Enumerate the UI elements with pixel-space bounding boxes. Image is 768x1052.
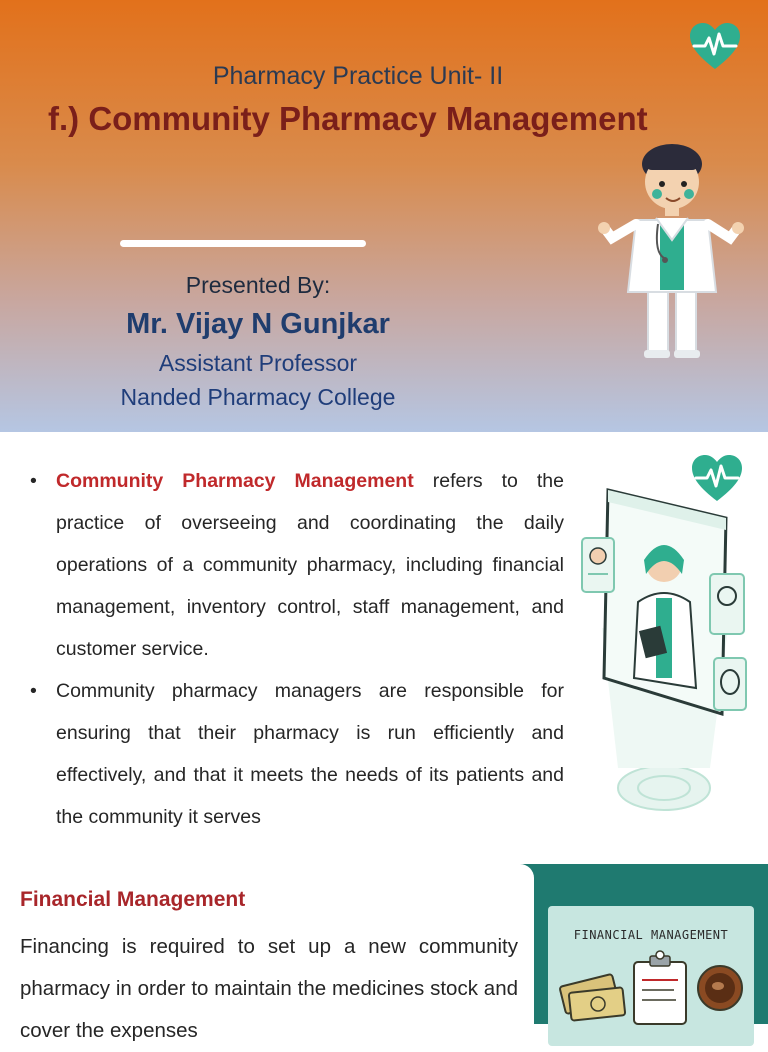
title-slide [0,0,768,432]
presenter-college: Nanded Pharmacy College [120,384,396,410]
definition-slide [0,432,768,864]
bullet-list [26,460,564,838]
bullet-marker: • [30,470,37,492]
presented-by-label: Presented By: [185,272,331,298]
content-card [0,864,534,1042]
heartbeat-icon [688,22,742,72]
list-item [26,460,564,670]
list-item [26,670,564,838]
presenter-role: Assistant Professor [158,350,358,376]
financial-image-panel [548,906,754,1046]
unit-subtitle: Pharmacy Practice Unit- II [212,62,504,90]
divider-bar [120,240,366,247]
financial-slide [0,864,768,1042]
bullet-marker: • [30,680,37,702]
doctor-illustration [598,142,744,362]
panel-label: FINANCIAL MANAGEMENT [573,928,729,942]
telemedicine-doctor-illustration [578,478,756,818]
slide-title: f.) Community Pharmacy Management [48,100,648,137]
bullet-text: refers to the practice of overseeing and coordinating the daily operations of a community pharmacy, including financial management, inventory control, staff management, and customer service. [56,470,564,660]
section-heading: Financial Management [20,888,246,911]
bullet-text: Community pharmacy managers are responsible for ensuring that their pharmacy is run efficiently and effectively, and that it meets the needs of its patients and the community it serves [56,680,564,828]
presenter-name: Mr. Vijay N Gunjkar [126,308,390,340]
highlight-term: Community Pharmacy Management [56,470,414,492]
section-body: Financing is required to set up a new community pharmacy in order to maintain the medicines stock and cover the expenses [20,935,518,1042]
financial-management-illustration [556,946,746,1024]
